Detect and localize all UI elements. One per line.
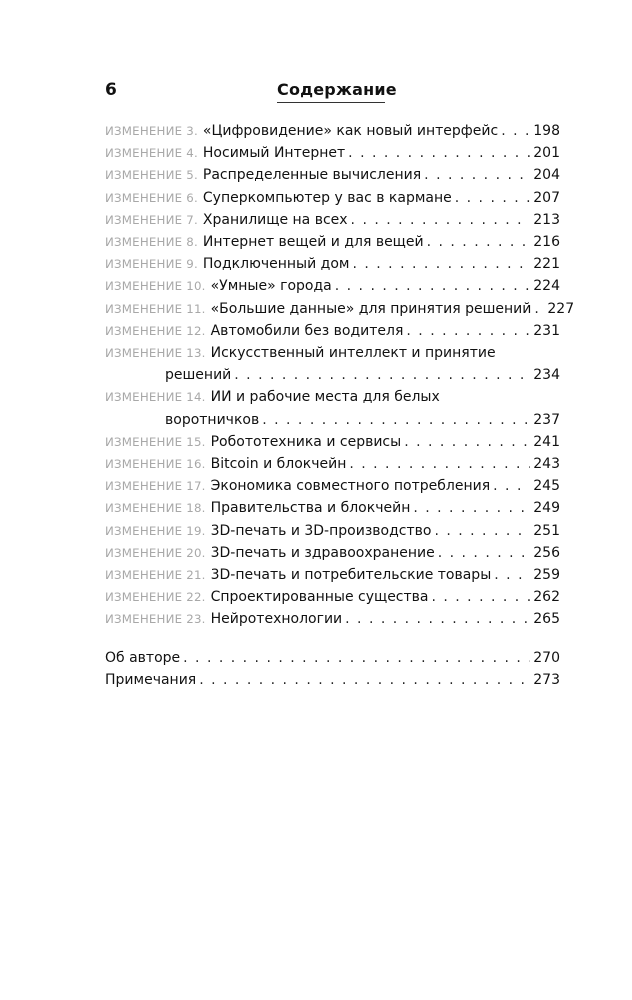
entry-page: 273 <box>533 671 560 688</box>
entry-title: Подключенный дом <box>202 256 350 273</box>
entry-page: 213 <box>533 211 560 228</box>
change-label: ИЗМЕНЕНИЕ 11. <box>105 301 206 316</box>
dot-leader <box>262 409 530 431</box>
change-label: ИЗМЕНЕНИЕ 6. <box>105 190 198 205</box>
entry-page: 262 <box>533 589 560 606</box>
entry-page: 243 <box>533 456 560 473</box>
toc-entry[interactable] <box>105 209 560 231</box>
dot-leader <box>438 542 531 564</box>
change-label: ИЗМЕНЕНИЕ 22. <box>105 590 206 605</box>
change-label: ИЗМЕНЕНИЕ 13. <box>105 346 206 361</box>
toc-entry[interactable] <box>105 608 560 630</box>
dot-leader <box>345 608 530 630</box>
toc-entry[interactable] <box>105 320 560 342</box>
toc-entry[interactable] <box>105 520 560 542</box>
table-of-contents <box>105 120 575 691</box>
entry-page: 256 <box>533 544 560 561</box>
entry-page: 249 <box>533 500 560 517</box>
entry-page: 227 <box>547 300 575 317</box>
entry-page: 231 <box>533 322 560 339</box>
change-label: ИЗМЕНЕНИЕ 3. <box>105 124 198 138</box>
entry-title: Распределенные вычисления <box>202 167 422 184</box>
toc-entry[interactable] <box>105 231 560 253</box>
dot-leader <box>406 320 530 342</box>
change-label: ИЗМЕНЕНИЕ 10. <box>105 279 206 294</box>
entry-page: 221 <box>533 256 560 273</box>
entry-title: Нейротехнологии <box>210 611 343 628</box>
toc-entry[interactable] <box>105 453 560 475</box>
change-label: ИЗМЕНЕНИЕ 23. <box>105 612 206 627</box>
dot-leader <box>335 275 531 297</box>
change-label: ИЗМЕНЕНИЕ 9. <box>105 257 198 272</box>
dot-leader <box>404 431 530 453</box>
toc-entry[interactable] <box>105 497 560 519</box>
toc-entry[interactable] <box>105 586 560 608</box>
entry-title: Искусственный интеллект и принятие <box>210 345 496 362</box>
toc-entry[interactable] <box>105 475 560 497</box>
toc-entry[interactable] <box>105 342 560 386</box>
entry-page: 198 <box>533 123 560 139</box>
toc-entry[interactable] <box>105 431 560 453</box>
entry-page: 241 <box>533 433 560 450</box>
dot-leader <box>424 164 530 186</box>
entry-title: Суперкомпьютер у вас в кармане <box>202 189 452 206</box>
entry-title: Носимый Интернет <box>202 145 346 162</box>
entry-title: 3D-печать и потребительские товары <box>210 567 492 584</box>
entry-title: Экономика совместного потребления <box>210 478 491 495</box>
entry-title-continuation: воротничков <box>165 411 260 428</box>
change-label: ИЗМЕНЕНИЕ 14. <box>105 390 206 405</box>
entry-title: ИИ и рабочие места для белых <box>210 389 440 406</box>
change-label: ИЗМЕНЕНИЕ 18. <box>105 501 206 516</box>
dot-leader <box>351 209 531 231</box>
toc-entry[interactable] <box>105 164 560 186</box>
entry-title: Хранилище на всех <box>202 211 348 228</box>
entry-page: 201 <box>533 145 560 162</box>
entry-title: Автомобили без водителя <box>210 322 404 339</box>
dot-leader <box>183 647 530 669</box>
entry-page: 207 <box>533 189 560 206</box>
entry-title: Bitcoin и блокчейн <box>210 456 347 473</box>
toc-entry-notes[interactable] <box>105 669 560 691</box>
change-label: ИЗМЕНЕНИЕ 21. <box>105 568 206 583</box>
change-label: ИЗМЕНЕНИЕ 4. <box>105 146 198 161</box>
toc-entry[interactable] <box>105 564 560 586</box>
entry-title: 3D-печать и 3D-производство <box>210 522 432 539</box>
dot-leader <box>199 669 530 691</box>
section-gap <box>105 631 560 647</box>
change-label: ИЗМЕНЕНИЕ 5. <box>105 168 198 183</box>
entry-page: 265 <box>533 611 560 628</box>
dot-leader <box>427 231 531 253</box>
dot-leader <box>234 364 530 386</box>
dot-leader <box>352 253 530 275</box>
entry-page: 224 <box>533 278 560 295</box>
entry-title: «Умные» города <box>210 278 332 295</box>
entry-title: Робототехника и сервисы <box>210 433 402 450</box>
entry-title: Об авторе <box>105 649 181 666</box>
entry-page: 270 <box>533 649 560 666</box>
entry-title: «Большие данные» для принятия решений <box>210 300 532 317</box>
page-title: Содержание <box>277 80 397 99</box>
entry-page: 245 <box>533 478 560 495</box>
dot-leader <box>349 453 530 475</box>
change-label: ИЗМЕНЕНИЕ 20. <box>105 545 206 560</box>
dot-leader <box>434 520 530 542</box>
change-label: ИЗМЕНЕНИЕ 7. <box>105 212 198 227</box>
change-label: ИЗМЕНЕНИЕ 15. <box>105 434 206 449</box>
change-label: ИЗМЕНЕНИЕ 8. <box>105 235 198 250</box>
entry-title: Интернет вещей и для вещей <box>202 234 424 251</box>
toc-entry[interactable] <box>105 386 560 430</box>
dot-leader <box>348 142 530 164</box>
toc-entry-about-author[interactable] <box>105 647 560 669</box>
dot-leader <box>534 298 544 320</box>
toc-entry[interactable] <box>105 120 560 142</box>
toc-entry[interactable] <box>105 187 560 209</box>
change-label: ИЗМЕНЕНИЕ 12. <box>105 323 206 338</box>
title-underline <box>277 102 385 103</box>
dot-leader <box>431 586 530 608</box>
entry-title: Примечания <box>105 671 197 688</box>
entry-page: 204 <box>533 167 560 184</box>
page-header <box>105 80 560 104</box>
dot-leader <box>455 187 531 209</box>
entry-title: Спроектированные существа <box>210 589 429 606</box>
dot-leader <box>501 120 530 142</box>
toc-entry[interactable] <box>105 298 575 320</box>
entry-page: 251 <box>533 522 560 539</box>
entry-title: Правительства и блокчейн <box>210 500 411 517</box>
entry-title: 3D-печать и здравоохранение <box>210 544 435 561</box>
change-label: ИЗМЕНЕНИЕ 19. <box>105 523 206 538</box>
entry-page: 234 <box>533 367 560 384</box>
toc-entry[interactable] <box>105 542 560 564</box>
page-number: 6 <box>105 80 117 100</box>
entry-title-continuation: решений <box>165 367 232 384</box>
change-label: ИЗМЕНЕНИЕ 17. <box>105 479 206 494</box>
toc-entry[interactable] <box>105 142 560 164</box>
toc-entry[interactable] <box>105 253 560 275</box>
change-label: ИЗМЕНЕНИЕ 16. <box>105 457 206 472</box>
entry-title: «Цифровидение» как новый интерфейс <box>202 123 499 139</box>
entry-page: 237 <box>533 411 560 428</box>
toc-entry[interactable] <box>105 275 560 297</box>
dot-leader <box>494 564 530 586</box>
entry-page: 259 <box>533 567 560 584</box>
entry-page: 216 <box>533 234 560 251</box>
dot-leader <box>413 497 530 519</box>
dot-leader <box>493 475 530 497</box>
